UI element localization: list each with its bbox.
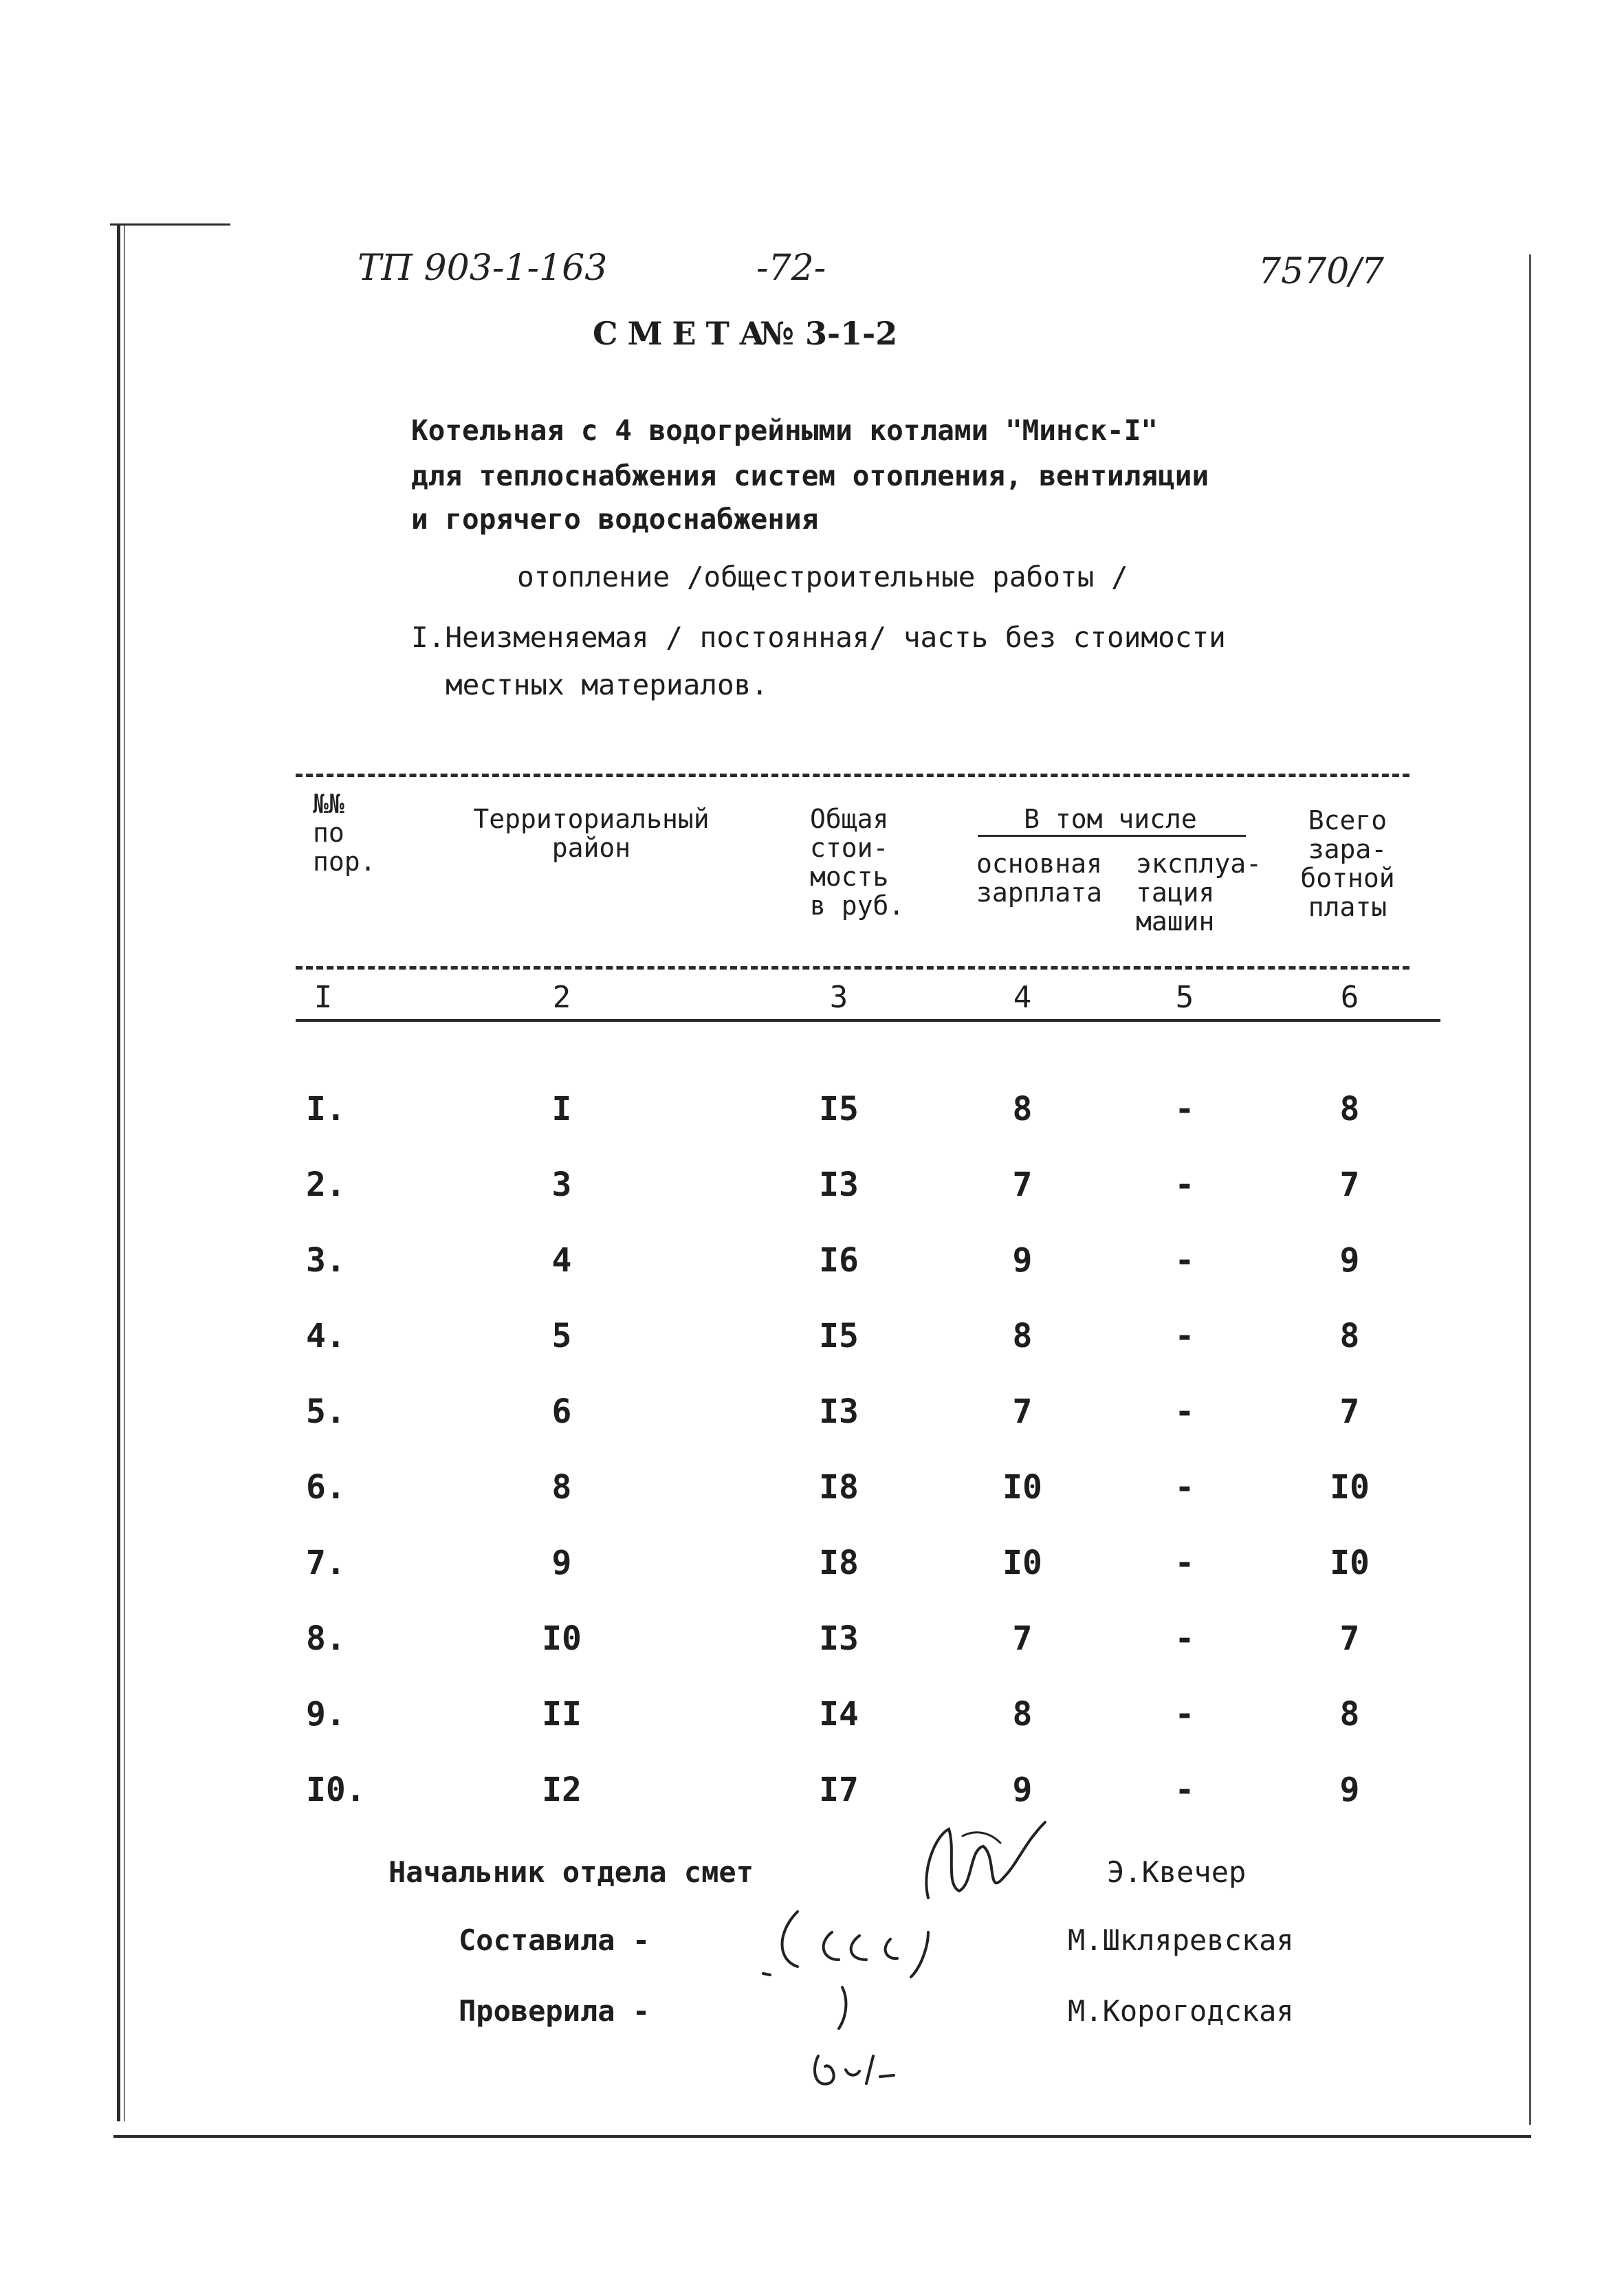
bottom-border-line [113,2135,1531,2138]
description-line-3: и горячего водоснабжения [411,503,819,536]
cell-total-wage: 7 [1339,1619,1360,1658]
cell-base-wage: 7 [1012,1166,1033,1204]
column-number-5: 5 [1175,980,1194,1015]
signature-name-head: Э.Квечер [1107,1855,1247,1889]
description-line-1: Котельная с 4 водогрейными котлами "Минск-I" [411,414,1159,447]
cell-total-wage: I0 [1330,1468,1370,1507]
cell-base-wage: 8 [1012,1695,1033,1734]
cell-base-wage: 7 [1012,1619,1033,1658]
cell-row-number: 4. [306,1317,346,1355]
cell-total-cost: I5 [819,1317,859,1355]
column-number-2: 2 [552,980,571,1015]
cell-region: II [542,1695,582,1734]
cell-region: I0 [542,1619,582,1658]
signature-name-checked: М.Корогодская [1068,1994,1294,2028]
table-row [0,1392,1624,1468]
signature-title-checked: Проверила - [459,1994,650,2028]
cell-machines: - [1174,1392,1195,1431]
table-row [0,1241,1624,1317]
cell-region: 3 [551,1166,572,1204]
cell-machines: - [1174,1468,1195,1507]
cell-machines: - [1174,1166,1195,1204]
cell-region: I2 [542,1771,582,1809]
cell-row-number: 2. [306,1166,346,1204]
header-num: №№ по пор. [313,789,376,877]
table-row [0,1619,1624,1695]
cell-machines: - [1174,1695,1195,1734]
cell-machines: - [1174,1771,1195,1809]
cell-machines: - [1174,1619,1195,1658]
cell-row-number: 7. [306,1544,346,1582]
cell-total-wage: 8 [1339,1090,1360,1128]
cell-total-wage: I0 [1330,1544,1370,1582]
cell-total-cost: I8 [819,1468,859,1507]
cell-total-cost: I4 [819,1695,859,1734]
cell-row-number: I. [306,1090,346,1128]
signature-name-compiled: М.Шклярeвская [1068,1923,1294,1957]
cell-total-cost: I7 [819,1771,859,1809]
handwritten-signature-compiled [756,1891,983,1987]
cell-total-wage: 7 [1339,1392,1360,1431]
cell-row-number: I0. [306,1771,366,1809]
table-row [0,1468,1624,1544]
cell-base-wage: I0 [1002,1544,1042,1582]
table-row [0,1317,1624,1392]
cell-region: I [551,1090,572,1128]
table-header-dashed-rule [296,966,1409,970]
header-total-cost: Общая стои- мость в руб. [810,804,905,921]
cell-row-number: 3. [306,1241,346,1280]
description-line-5: I.Неизменяемая / постоянная/ часть без стоимости [411,621,1226,654]
cell-base-wage: 7 [1012,1392,1033,1431]
description-line-6: местных материалов. [446,668,768,701]
description-line-2: для теплоснабжения систем отопления, вентиляции [411,459,1209,492]
cell-region: 6 [551,1392,572,1431]
header-base-wage: основная зарплата [976,849,1103,908]
column-number-6: 6 [1340,980,1359,1015]
table-top-dashed-rule [296,774,1409,777]
cell-base-wage: 9 [1012,1241,1033,1280]
cell-total-wage: 9 [1339,1771,1360,1809]
document-number: № 3-1-2 [760,315,898,352]
table-row [0,1166,1624,1241]
cell-total-wage: 7 [1339,1166,1360,1204]
header-machines: эксплуа- тация машин [1136,849,1262,937]
cell-row-number: 5. [306,1392,346,1431]
table-row [0,1544,1624,1619]
cell-region: 9 [551,1544,572,1582]
cell-total-cost: I8 [819,1544,859,1582]
cell-base-wage: 9 [1012,1771,1033,1809]
cell-row-number: 6. [306,1468,346,1507]
column-number-3: 3 [829,980,848,1015]
cell-total-cost: I6 [819,1241,859,1280]
cell-row-number: 8. [306,1619,346,1658]
header-region: Территориальный район [473,804,710,863]
cell-total-wage: 8 [1339,1317,1360,1355]
column-numbers-underline [296,1019,1440,1022]
header-total-wage: Всего зара- ботной платы [1300,805,1395,922]
column-number-1: I [314,980,333,1015]
cell-total-wage: 9 [1339,1241,1360,1280]
table-row [0,1771,1624,1846]
cell-machines: - [1174,1241,1195,1280]
document-title: СМЕТА [593,315,775,352]
cell-region: 8 [551,1468,572,1507]
cell-base-wage: 8 [1012,1317,1033,1355]
cell-machines: - [1174,1090,1195,1128]
sheet-code: 7570/7 [1258,251,1384,292]
description-line-4: отопление /общестроительные работы / [517,560,1128,593]
handwritten-signature-checked [791,1980,928,2097]
cell-region: 4 [551,1241,572,1280]
column-number-4: 4 [1013,980,1032,1015]
cell-total-cost: I3 [819,1166,859,1204]
table-row [0,1695,1624,1771]
header-group: В том числе [1024,804,1197,834]
cell-machines: - [1174,1544,1195,1582]
page-number: -72- [756,248,826,289]
cell-total-wage: 8 [1339,1695,1360,1734]
top-left-tick [110,223,230,226]
cell-total-cost: I3 [819,1619,859,1658]
cell-row-number: 9. [306,1695,346,1734]
cell-base-wage: I0 [1002,1468,1042,1507]
cell-machines: - [1174,1317,1195,1355]
cell-base-wage: 8 [1012,1090,1033,1128]
cell-region: 5 [551,1317,572,1355]
signature-title-head: Начальник отдела смет [388,1855,754,1889]
cell-total-cost: I5 [819,1090,859,1128]
table-row [0,1090,1624,1166]
project-code: ТП 903-1-163 [358,248,608,289]
cell-total-cost: I3 [819,1392,859,1431]
header-group-underline [978,835,1246,837]
signature-title-compiled: Составила - [459,1923,650,1957]
